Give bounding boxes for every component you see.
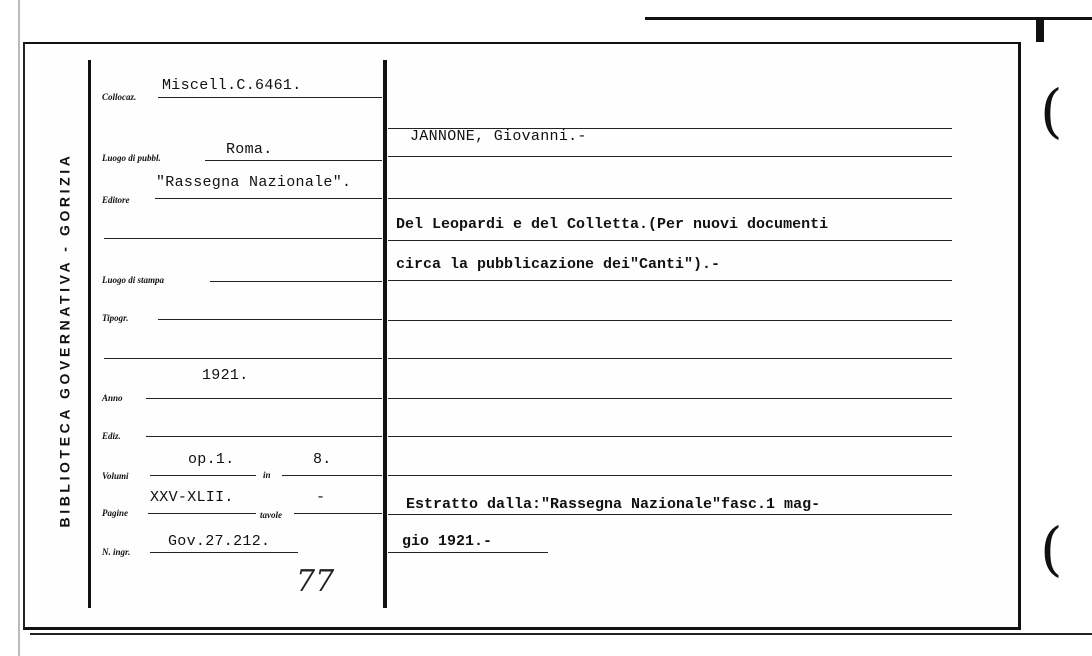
right-rule-6 — [388, 320, 952, 321]
volumi-in-label: in — [263, 470, 271, 480]
note-line-1: Estratto dalla:"Rassegna Nazionale"fasc.1 mag- — [406, 496, 821, 513]
blank-rule-2 — [104, 358, 382, 359]
luogo-stampa-label: Luogo di stampa — [102, 275, 165, 285]
ediz-label: Ediz. — [102, 431, 121, 441]
column-divider-right — [383, 60, 387, 608]
n-ingr-value: Gov.27.212. — [168, 533, 271, 550]
pagine-value: XXV-XLII. — [150, 489, 234, 506]
volumi-rule — [150, 475, 256, 476]
punch-hole-top-mark: ( — [1040, 77, 1063, 145]
ediz-rule — [146, 436, 382, 437]
vertical-header-container — [50, 95, 78, 585]
right-rule-8 — [388, 398, 952, 399]
author-name: JANNONE, Giovanni.- — [410, 128, 587, 145]
editore-rule — [155, 198, 382, 199]
scan-top-block — [1036, 18, 1044, 42]
volumi-in-value: 8. — [313, 451, 332, 468]
luogo-pubbl-label: Luogo di pubbl. — [102, 153, 161, 163]
note-line-2: gio 1921.- — [402, 533, 493, 550]
right-rule-9 — [388, 436, 952, 437]
right-rule-7 — [388, 358, 952, 359]
punch-hole-bottom-mark: ( — [1040, 515, 1063, 583]
anno-value: 1921. — [202, 367, 249, 384]
title-line-2: circa la pubblicazione dei"Canti").- — [396, 256, 721, 273]
handwritten-number: 77 — [296, 564, 335, 599]
anno-label: Anno — [102, 393, 123, 403]
luogo-pubbl-rule — [205, 160, 382, 161]
scan-bottom-edge — [30, 633, 1092, 635]
pagine-label: Pagine — [102, 508, 128, 518]
right-rule-12 — [388, 552, 548, 553]
right-rule-10 — [388, 475, 952, 476]
title-line-1: Del Leopardi e del Colletta.(Per nuovi documenti — [396, 216, 829, 233]
column-divider-left — [88, 60, 91, 608]
tavole-value: - — [316, 489, 326, 506]
pagine-rule — [148, 513, 256, 514]
right-rule-2 — [388, 156, 952, 157]
tipogr-rule — [158, 319, 382, 320]
collocazione-rule — [158, 97, 382, 98]
volumi-in-rule — [282, 475, 382, 476]
tavole-rule — [294, 513, 382, 514]
tavole-label: tavole — [260, 510, 282, 520]
tipogr-label: Tipogr. — [102, 313, 129, 323]
volumi-label: Volumi — [102, 471, 129, 481]
right-rule-4 — [388, 240, 952, 241]
n-ingr-rule — [150, 552, 298, 553]
blank-rule-1 — [104, 238, 382, 239]
scan-top-rule — [645, 17, 1092, 20]
right-rule-11 — [388, 514, 952, 515]
collocazione-label: Collocaz. — [102, 92, 137, 102]
luogo-stampa-rule — [210, 281, 382, 282]
editore-value: "Rassegna Nazionale". — [156, 174, 352, 191]
scan-left-edge — [18, 0, 20, 656]
n-ingr-label: N. ingr. — [102, 547, 131, 557]
library-name-vertical: BIBLIOTECA GOVERNATIVA - GORIZIA — [56, 152, 73, 528]
right-rule-3 — [388, 198, 952, 199]
luogo-pubbl-value: Roma. — [226, 141, 273, 158]
anno-rule — [146, 398, 382, 399]
volumi-value: op.1. — [188, 451, 235, 468]
collocazione-value: Miscell.C.6461. — [162, 77, 302, 94]
editore-label: Editore — [102, 195, 130, 205]
right-rule-5 — [388, 280, 952, 281]
